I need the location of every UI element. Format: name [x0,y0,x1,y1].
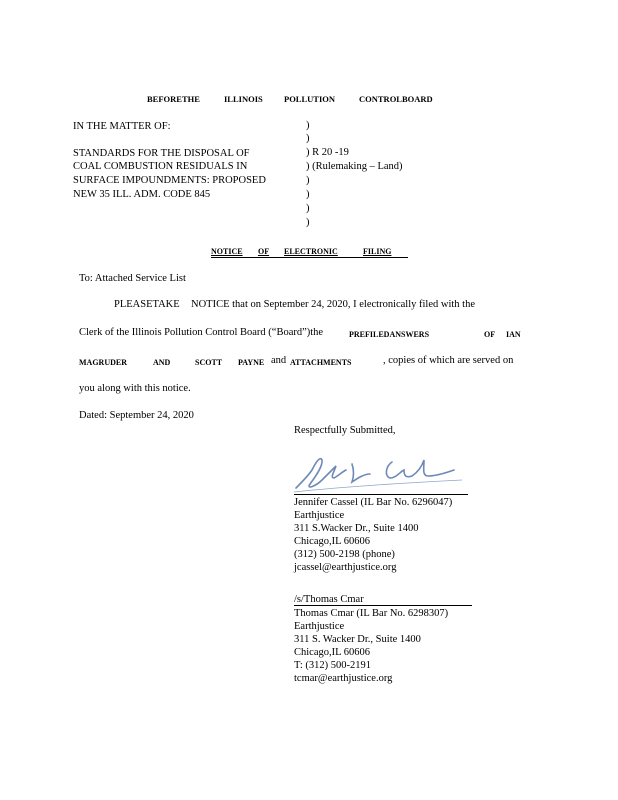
caption-in-the-matter: IN THE MATTER OF: [73,121,171,132]
caption-rulemaking-type: ) (Rulemaking – Land) [306,161,403,172]
word-of: OF [484,330,496,339]
cmar-city: Chicago,IL 60606 [294,647,371,658]
word-magruder: MAGRUDER [79,358,127,367]
cassel-name: Jennifer Cassel (IL Bar No. 6296047) [294,497,453,508]
caption-line-2: COAL COMBUSTION RESIDUALS IN [73,161,248,172]
notice-title-electronic: ELECTRONIC [284,247,338,256]
cassel-address-block [294,496,452,574]
cmar-name: Thomas Cmar (IL Bar No. 6298307) [294,608,449,619]
header-control-board: CONTROLBOARD [359,94,433,104]
cmar-phone: T: (312) 500-2191 [294,660,372,671]
caption-line-4: NEW 35 ILL. ADM. CODE 845 [73,189,211,200]
caption-paren: ) [306,120,310,131]
cmar-electronic-signature: /s/Thomas Cmar [294,594,364,605]
notice-title-underline [211,257,408,258]
word-attachments: ATTACHMENTS [290,358,352,367]
to-line: To: Attached Service List [79,273,186,284]
notice-title-filing: FILING [363,247,392,256]
cmar-street: 311 S. Wacker Dr., Suite 1400 [294,634,421,645]
word-and: AND [153,358,171,367]
cmar-signature-line [294,605,472,606]
caption-paren: ) [306,175,310,186]
prefiled-answers: PREFILEDANSWERS [349,330,430,339]
dated-line: Dated: September 24, 2020 [79,410,194,421]
notice-paragraph-line-1: NOTICE that on September 24, 2020, I electronically filed with the [191,299,476,310]
header-illinois: ILLINOIS [224,94,263,104]
header-before-the: BEFORETHE [147,94,200,104]
word-scott: SCOTT [195,358,223,367]
word-payne: PAYNE [238,358,265,367]
cmar-organization: Earthjustice [294,621,345,632]
notice-title-notice: NOTICE [211,247,243,256]
caption-paren: ) [306,189,310,200]
cassel-city: Chicago,IL 60606 [294,536,371,547]
closing-respectfully-submitted: Respectfully Submitted, [294,425,396,436]
notice-paragraph-line-4: you along with this notice. [79,383,191,394]
cassel-email: jcassel@earthjustice.org [294,562,397,573]
caption-line-1: STANDARDS FOR THE DISPOSAL OF [73,148,250,159]
signature-line [294,494,468,495]
notice-paragraph-line-2: Clerk of the Illinois Pollution Control Board (“Board”)the [79,327,324,338]
notice-paragraph-line-3: , copies of which are served on [383,355,514,366]
cassel-street: 311 S.Wacker Dr., Suite 1400 [294,523,419,534]
caption-docket-number: ) R 20 -19 [306,147,349,158]
caption-paren: ) [306,203,310,214]
caption-paren: ) [306,133,310,144]
handwritten-signature [292,448,467,496]
header-pollution: POLLUTION [284,94,336,104]
please-take: PLEASETAKE [114,299,180,310]
notice-title-of: OF [258,247,270,256]
cassel-phone: (312) 500-2198 (phone) [294,549,395,560]
caption-line-3: SURFACE IMPOUNDMENTS: PROPOSED [73,175,266,186]
cmar-email: tcmar@earthjustice.org [294,673,393,684]
cmar-address-block [294,607,448,685]
word-and-lower: and [271,355,287,366]
caption-paren: ) [306,217,310,228]
word-ian: IAN [506,330,521,339]
cassel-organization: Earthjustice [294,510,345,521]
